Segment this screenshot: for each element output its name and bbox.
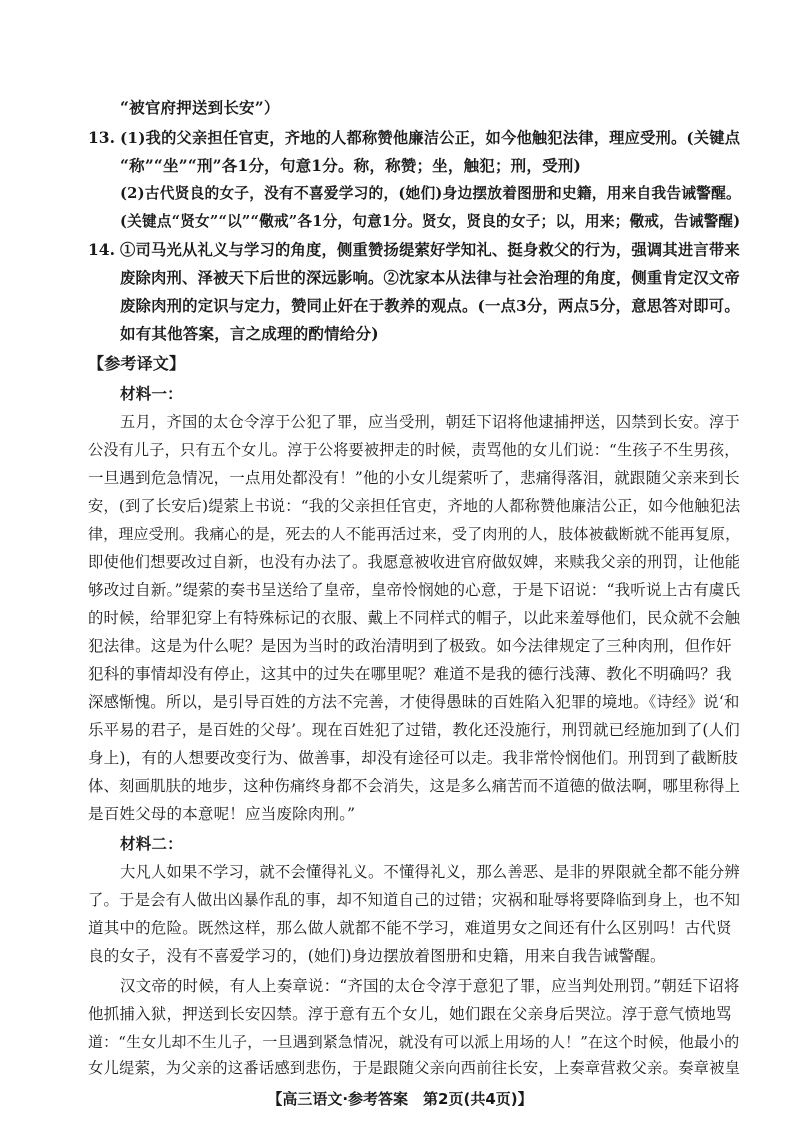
material-1-line: 律，理应受刑。我痛心的是，死去的人不能再活过来，受了肉刑的人，肢体被截断就不能再复原， (88, 525, 741, 543)
answer-14-line: 废除肉刑的定识与定力，赞同止奸在于教养的观点。(一点3分，两点5分，意思答对即可。 (120, 297, 740, 315)
answer-13-number: 13. (88, 128, 115, 147)
page-footer: 【高三语文·参考答案 第2页(共4页)】 (267, 1090, 533, 1108)
material-2-line: 道其中的危险。既然这样，那么做人就都不能不学习，难道男女之间还有什么区别吗！古代贤 (88, 919, 732, 937)
material-1-line: 深感惭愧。所以，是引导百姓的方法不完善，才使得愚昧的百姓陷入犯罪的境地。《诗经》说‘和 (88, 693, 740, 711)
material-2-line: 道：“生女儿却不生儿子，一旦遇到紧急情况，就没有可以派上用场的人！”在这个时候，他最小的 (88, 1033, 740, 1051)
material-1-line: 乐平易的君子，是百姓的父母’。现在百姓犯了过错，教化还没施行，刑罚就已经施加到了(人们 (88, 721, 740, 739)
translation-heading: 【参考译文】 (88, 354, 186, 373)
material-1-line: 身上)，有的人想要改变行为、做善事，却没有途径可以走。我非常怜悯他们。刑罚到了截断肢 (88, 749, 738, 767)
material-1-line: 安，(到了长安后)缇萦上书说：“我的父亲担任官吏，齐地的人都称赞他廉洁公正，如今他触犯法 (88, 497, 741, 515)
answer-14-line: ①司马光从礼义与学习的角度，侧重赞扬缇萦好学知礼、挺身救父的行为，强调其进言带来 (120, 241, 740, 259)
answer-13-line: (2)古代贤良的女子，没有不喜爱学习的，(她们)身边摆放着图册和史籍，用来自我告诫警醒。 (120, 185, 741, 202)
answer-13-line: (关键点“贤女”“以”“儆戒”各1分，句意1分。贤女，贤良的女子；以，用来；儆戒，告诫警醒) (120, 213, 741, 230)
material-1-line: 即使他们想要改过自新，也没有办法了。我愿意被收进官府做奴婢，来赎我父亲的刑罚，让他能 (88, 553, 741, 571)
material-2-line: 他抓捕入狱，押送到长安囚禁。淳于意有五个女儿，她们跟在父亲身后哭泣。淳于意气愤地骂 (88, 1005, 732, 1023)
material-1-line: 一旦遇到危急情况，一点用处都没有！”他的小女儿缇萦听了，悲痛得落泪，就跟随父亲来到长 (88, 469, 740, 487)
material-2-heading: 材料二： (120, 834, 183, 853)
material-2-line: 汉文帝的时候，有人上奏章说：“齐国的太仓令淳于意犯了罪，应当判处刑罚。”朝廷下诏将 (120, 977, 740, 995)
material-2-line: 女儿缇萦，为父亲的这番话感到悲伤，于是跟随父亲向西前往长安，上奏章营救父亲。奏章被皇 (88, 1059, 741, 1077)
answer-14-line: 废除肉刑、泽被天下后世的深远影响。②沈家本从法律与社会治理的角度，侧重肯定汉文帝 (120, 269, 740, 287)
material-1-line: 体、刻画肌肤的地步，这种伤痛终身都不会消失，这是多么痛苦而不道德的做法啊，哪里称得上 (88, 777, 741, 795)
answer-14-line: 如有其他答案，言之成理的酌情给分) (120, 324, 379, 343)
material-1-line: 公没有儿子，只有五个女儿。淳于公将要被押走的时候，责骂他的女儿们说：“生孩子不生男孩， (88, 441, 740, 459)
answer-13-line: (1)我的父亲担任官吏，齐地的人都称赞他廉洁公正，如今他触犯法律，理应受刑。(关键点 (120, 129, 741, 147)
material-1-line: 犯法律。这是为什么呢？是因为当时的政治清明到了极致。如今法律规定了三种肉刑，但作奸 (88, 637, 732, 655)
material-2-line: 了。于是会有人做出凶暴作乱的事，却不知道自己的过错；灾祸和耻辱将要降临到身上，也不知 (88, 891, 741, 909)
material-1-line: 犯科的事情却没有停止，这其中的过失在哪里呢？难道不是我的德行浅薄、教化不明确吗？我 (88, 665, 732, 683)
previous-answer-tail: “被官府押送到长安”） (120, 98, 280, 117)
material-2-line: 大凡人如果不学习，就不会懂得礼义。不懂得礼义，那么善恶、是非的界限就全都不能分辨 (120, 863, 740, 881)
material-2-line: 良的女子，没有不喜爱学习的，(她们)身边摆放着图册和史籍，用来自我告诫警醒。 (88, 947, 666, 965)
material-1-line: 是百姓父母的本意呢！应当废除肉刑。” (88, 805, 356, 823)
material-1-line: 的时候，给罪犯穿上有特殊标记的衣服、戴上不同样式的帽子，以此来羞辱他们，民众就不会触 (88, 609, 741, 627)
answer-13-line: “称”“坐”“刑”各1分，句意1分。称，称赞；坐，触犯；刑，受刑) (120, 156, 581, 175)
material-1-heading: 材料一： (120, 384, 183, 403)
material-1-line: 够改过自新。”缇萦的奏书呈送给了皇帝，皇帝怜悯她的心意，于是下诏说：“我听说上古有虞氏 (88, 581, 741, 599)
material-1-line: 五月，齐国的太仓令淳于公犯了罪，应当受刑，朝廷下诏将他逮捕押送，囚禁到长安。淳于 (120, 413, 740, 431)
answer-14-number: 14. (88, 240, 115, 259)
